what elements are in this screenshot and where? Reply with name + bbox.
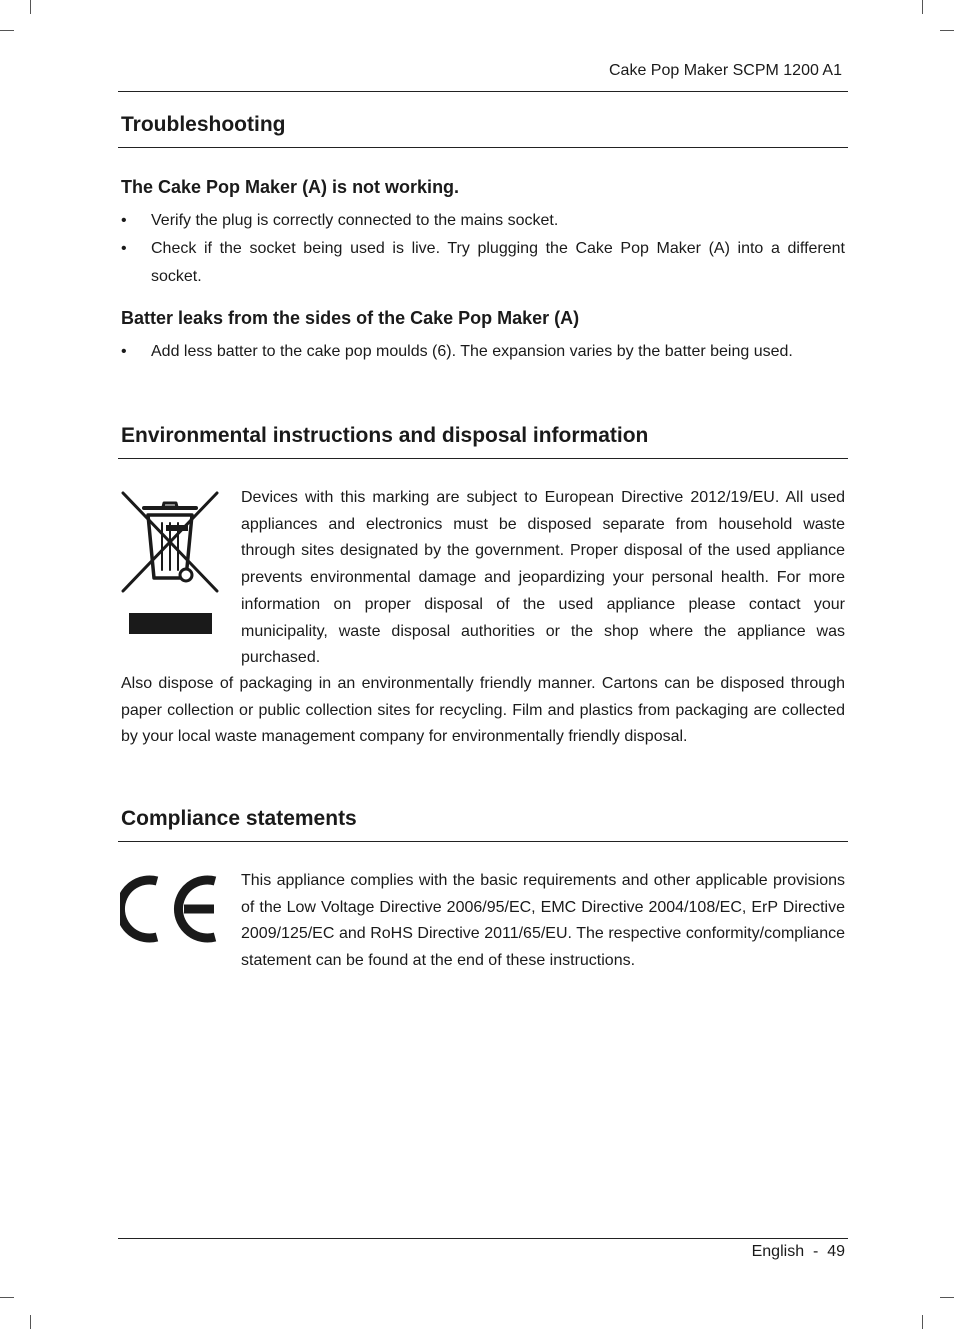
problem-heading: Batter leaks from the sides of the Cake Pop Maker (A)	[121, 308, 580, 328]
list-item: • Add less batter to the cake pop moulds (6). The expansion varies by the batter being used.	[121, 338, 845, 366]
crop-mark	[0, 30, 14, 31]
section-rule	[118, 841, 848, 842]
section-rule	[118, 147, 848, 148]
crop-mark	[922, 0, 923, 14]
section-rule	[118, 458, 848, 459]
crop-mark	[940, 30, 954, 31]
crop-mark	[30, 1315, 31, 1329]
footer-rule	[118, 1238, 848, 1239]
crop-mark	[940, 1297, 954, 1298]
ce-mark-icon	[120, 873, 220, 945]
crop-mark	[922, 1315, 923, 1329]
list-item: • Verify the plug is correctly connected to the mains socket.	[121, 207, 845, 235]
weee-crossed-bin-icon	[120, 490, 220, 636]
crop-mark	[30, 0, 31, 14]
problem-solutions-list	[121, 338, 845, 366]
page-number: English - 49	[751, 1243, 845, 1260]
crop-mark	[0, 1297, 14, 1298]
problem-solutions-list	[121, 207, 845, 291]
packaging-paragraph: Also dispose of packaging in an environmentally friendly manner. Cartons can be disposed through paper collection or public collection sites for recycling. Film and plastics from packaging are collected by your local waste management company for environmentally friendly disposal.	[121, 675, 845, 746]
section-title-troubleshooting: Troubleshooting	[121, 113, 286, 136]
compliance-paragraph: This appliance complies with the basic requirements and other applicable provisions of the Low Voltage Directive 2006/95/EC, EMC Directive 2004/108/EC, ErP Directive 2009/125/EC and RoHS Directive 2011/65/EU. The respective conformity/compliance statement can be found at the end of these instructions.	[241, 872, 845, 970]
section-title-environment: Environmental instructions and disposal information	[121, 424, 649, 447]
weee-paragraph: Devices with this marking are subject to European Directive 2012/19/EU. All used appliances and electronics must be disposed separate from household waste through sites designated by the government. Proper disposal of the used appliance prevents environmental damage and jeopardizing your personal health. For more information on proper disposal of the used appliance please contact your municipality, waste disposal authorities or the shop where the appliance was purchased.	[241, 489, 845, 667]
header-rule	[118, 91, 848, 92]
problem-heading: The Cake Pop Maker (A) is not working.	[121, 177, 460, 197]
running-header: Cake Pop Maker SCPM 1200 A1	[608, 62, 842, 79]
section-title-compliance: Compliance statements	[121, 807, 357, 830]
list-item: • Check if the socket being used is live. Try plugging the Cake Pop Maker (A) into a different socket.	[121, 235, 845, 291]
